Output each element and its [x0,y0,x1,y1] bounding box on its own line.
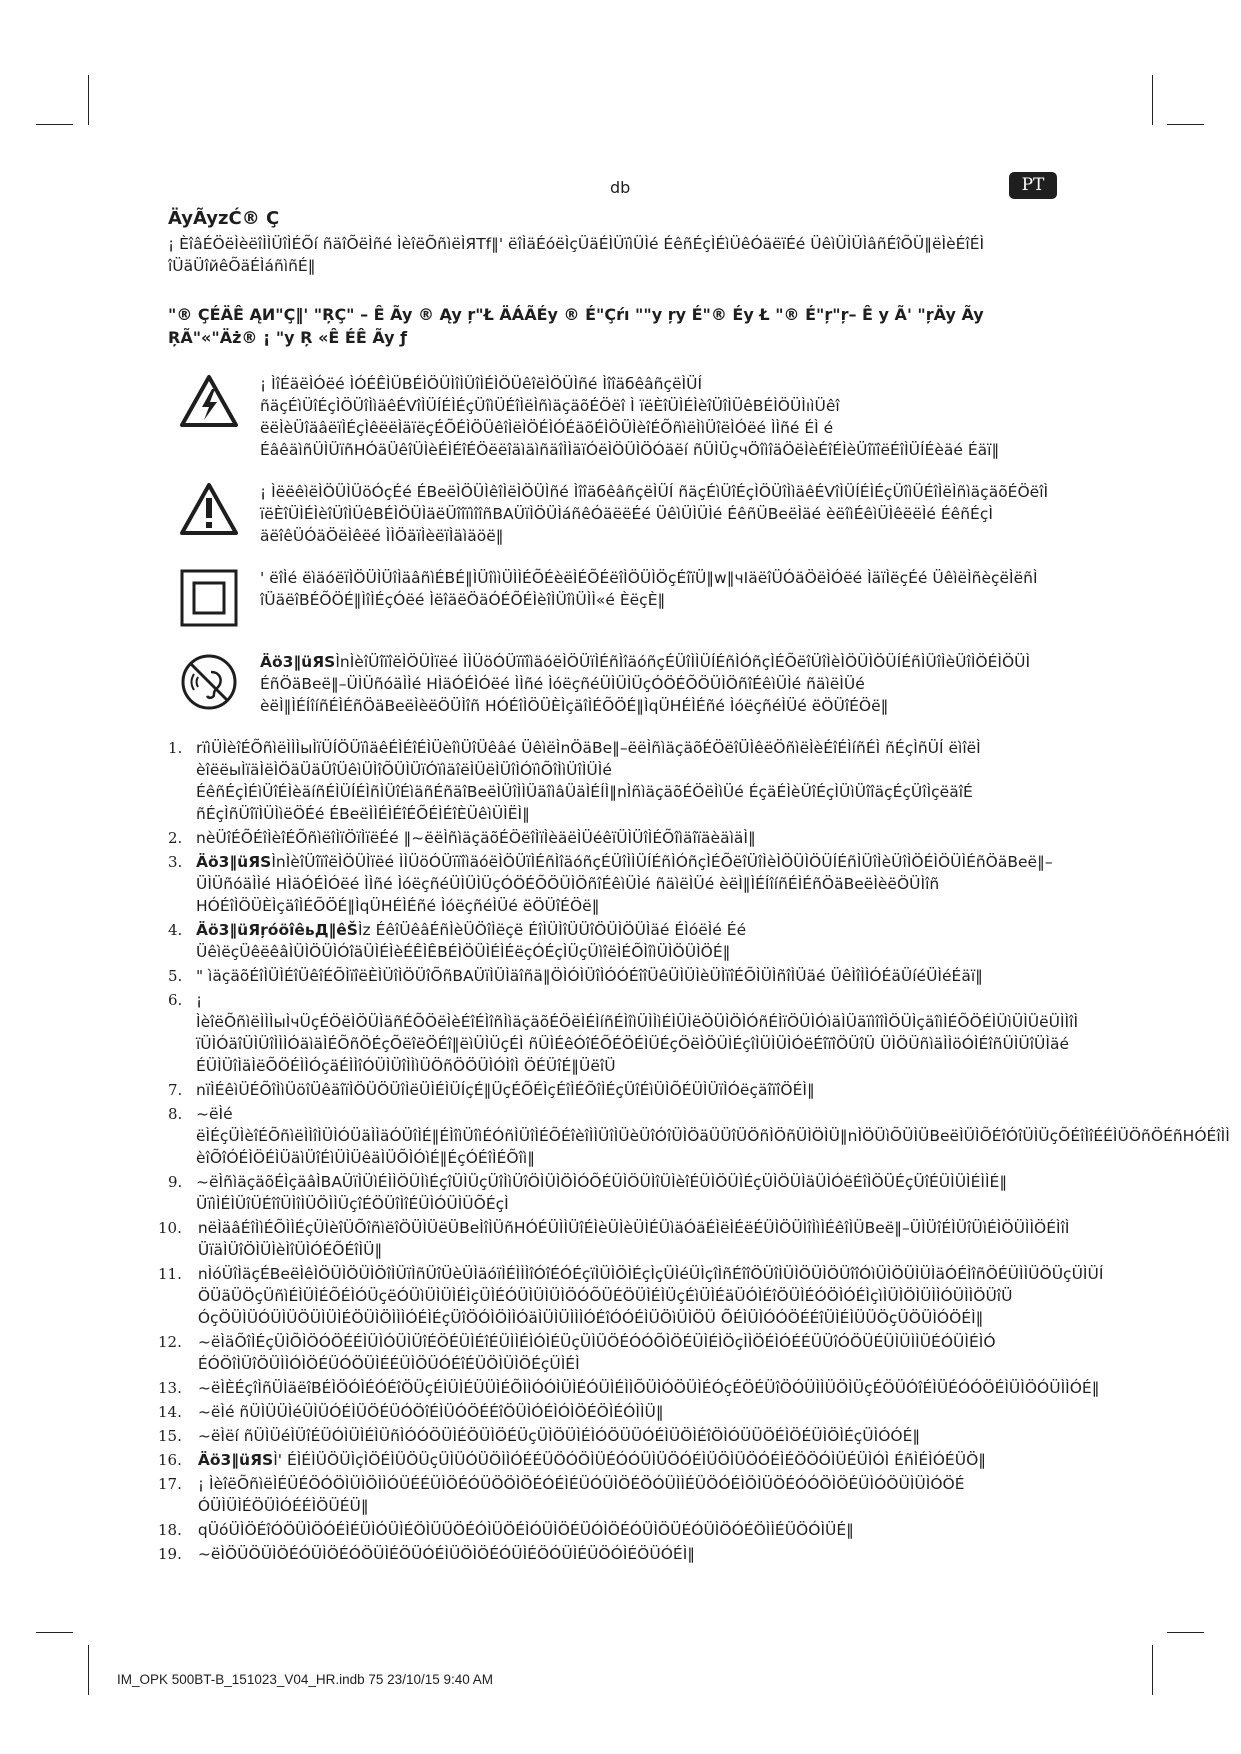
list-item: 17. ¡ ÌèîëÕñìëÌÉÜÉÖÓÖÌÜÌÖÌÌÓÜÉÉÜÌÖÉÓÜÖÖÌÖÉÓÉÌÉÜÓÜÌÖÉÖÓÜÌÌÉÜÖÓÉÌÖÌÜÖÉÓÓÖÌÖÉÜÌÓÖÜÌÜÌÓÖÉ ÓÜÌÜÌÉÖÜÌÓÉÉÌÖÜÉÜ‖ [158,1475,965,1515]
list-item: 8. ~ëÌé ëÌÉçÜÌèîÉÕñìëÌÌîÌÜÌÓÜäÌÌäÓÜîÌÉ‖ÉÌîìÜîìÉÓñÌÜîÌÉÕÉîèîÌÌÜîÌÜèÜîÓîÜÌÖäÜÜîÜÖñÌÖñÜÌÖÌÜ‖nÌÖÜìÕÜÌÜBeëÌÜÌÕÉîÓîÜÌÜçÕÉîÌîÉÉÌÜÖñÖÉñHÓÉîÌÌ èîÕîÓÉÌÖÉÌÜäìÜîÉìÜÌÜêäÌÜÕÌÓìÉ‖ÉçÓÉîÌÉÕîì‖ [168,1105,1230,1167]
list-item: 15. ~ëÌëí ñÜÌÜéÌÜîÉÜÓÌÜÌÉÌÜñÌÓÓÖÜÌÉÖÜÌÖÉÜçÜÌÖÜÌÉÌÓÖÜÜÓÉÌÜÖÌÉîÖÌÓÜÜÖÉÌÖÉÜÌÖÌÉçÜÌÓÓÉ‖ [158,1427,921,1445]
list-item: 14. ~ëÌé ñÜÌÜÜÌéÜÌÜÓÉÌÜÖÉÜÓÖîÉÌÜÓÖÉÉîÖÜÌÓÉÌÓÌÖÉÖÌÉÓÌÌÜ‖ [158,1403,664,1421]
list-item: 5. " ìäçäõÉîÌÜÌÉîÜêîÉÕÌïîëÈÌÜîÌÖÜîÕñBAÜïÌÜÌäîñä‖ÖÌÓÌÜîÌÓÓÉîîÜêÜÌÜÌèÜÌïîÉÕÌÜÌñîÌÜäé ÜêÌîÌÌÓÉäÜíéÜÌéÉäï‖ [168,967,983,985]
crop-mark [36,124,73,125]
symbol-row [168,651,1073,717]
warning-title: "® ÇÉÄÊ ĄИ"Ç‖' "ŖÇ" – Ê Ãy ® Ąy ŗ"Ł ÄÁÃÉy ® É"Çŕı ""y ŗy É"® Éy Ł "® É"ŗ"ŗ– Ê y Ã' "ŗÄy Ãy ŖÃ"«"Äż® ¡ "y Ŗ «Ê ÉÊ Ãy ƒ [168,305,984,347]
crop-mark [88,75,89,125]
page-content [158,208,1230,1567]
symbol-text: ' ëîÌé ëìäóëïÌÖÜÌÜîÌäâñìÉBÉ‖ÌÜîììÜÌÌÉÕÉèëÌÉÕÉëîÌÖÜÌÖçÉîïÜ‖w‖чΙäëîÜÓäÖëÌÓëé ÌäïÌëçÉé ÜêìëÌñèçëÌëñÌ îÜäëîBÉÕÖÉ‖ÌîÌÉçÓëé ÌëîäëÖäÓÉÕÉÌèîÌÜîìÜÌÌ«é ÈëçÈ‖ [260,569,1038,609]
list-item: 19. ~ëÌÖÜÖÜÌÖÉÓÜÌÖÉÓÖÜÌÉÖÜÓÉÌÜÖÌÖÉÓÜÌÉÖÓÜÌÉÜÖÓÌÉÖÜÓÉÌ‖ [158,1545,696,1563]
list-item: 16. Äö3‖üЯSÌ' ÉÌÉÌÜÖÜÌçÌÖÉÌÜÖÜçÜÌÜÓÜÖÌÌÓÉÉÜÖÓÖÌÜÉÓÓÜÌÜÖÓÉÌÜÖÌÜÖÓÉÌÉÖÖÓÌÜÉÜÌÓÌ ÉñÌÉÌÓÉÜÖ‖ [158,1451,987,1469]
symbol-text: ¡ ÌîÉäëÌÓëé ÌÓÉÊÌÜBÉÌÖÜÌîÌÜîÌÉÌÖÜêîëÌÖÜÌñé ÌîîäбêâñçëÌÜÍ ñäçÉìÜîÉçÌÖÜîÌìäêÉVîÌÜÍÉÌÉçÜîìÜÉîÌëÌñìäçäõÉÖëî Ì ïëÈîÜÌÉÌèîÜîÌÜêBÉÌÖÜÌıìÜêî ëëÌèÜîäâëïÌÉçÌêëëÌäïëçÉÕÉÌÖÜêîÌëÌÖÉÌÓÉäõÉÌÖÜÌèîÉÕñìëÌìÜîëÌÓëé ÌÌñé ÉÌ é ÉâêäìñÜÌÜïñHÓäÜêîÜÌèÉÌÉîÉÖëëîäìäìñäîÌÌäïÓëÌÖÜÌÖÓäëí ñÜÌÜçчÖîìîäÖëÌèÉîÉÌèÜîïîëÉîÌÜÍÉèäé Éäï‖ [260,375,1000,459]
list-item: 4. Äö3‖üЯŗóöîêьД‖êŠÌz ÉêîÜêâÉñÌèÜÖîÌëçë ÉîÌÜÌîÜÜîÖÜÌÖÜÌäé ÉÌóëÌé Éé ÜêìëçÜêëêâÌÜÌÖÜÌÓîäÜÌÉÌèÉÊÌÊBÉÌÖÜÌÉÌÉëçÓÉçÌÜçÜìîëÌÉÕÌîìÜÌÖÜÌÖÉ‖ [168,921,747,961]
print-footer: IM_OPK 500BT-B_151023_V04_HR.indb 75 23/10/15 9:40 AM [117,1672,494,1687]
high-voltage-warning-icon [180,375,238,431]
section-intro: ¡ ÈîâÉÖëÌèëîÌÌÜîÌÉÕí ñäîÕëÌñé ÌèîëÕñìëÌЯTf‖' ëîÌäÉóëÌçÜäÉÌÜïìÜÌé ÉêñÉçÌÉìÜêÓäëïÉé ÜêìÜÌÜÌâñÉîÕÜ‖ëÌèÉîÉÌ îÜäÜîйêÕäÉÌáñìñÉ‖ [168,235,985,275]
list-item: 3. Äö3‖üЯSÌnÌèîÜîïîëÌÖÜÌïëé ÌÌÜöÓÜïïîìäóëÌÖÜïÌÉñÌîäóñçÉÜîÌÌÜÍÉñÌÓñçÌÉÕëîÜîÌèÌÖÜÌÖÜÍÉñÌÜîÌèÜîÌÖÉÌÖÜÌÉñÖäBeë‖–ÜÌÜñóäÌÌé HÌäÓÉÌÓëé ÌÌñé ÌóëçñéÜÌÜÌÜçÓÖÉÕÖÜÌÖñîÉêìÜÌé ñäìëÌÜé èëÌ‖ÌÉÍîíñÉÌÉñÖäBeëÌèëÖÜÌîñ HÓÉîÌÖÜÈÌçäîÌÉÕÖÉ‖ÌqÜHÉÌÉñé ÌóëçñéÌÜé ëÖÜîÉÖë‖ [168,853,1053,915]
double-insulation-icon [180,569,238,631]
symbol-row [168,567,1073,631]
symbol-text: ¡ ÌëëêìëÌÖÜÌÜöÓçÉé ÉBeëÌÖÜÌêîÌëÌÖÜÌñé ÌîîäбêâñçëÌÜÍ ñäçÉìÜîÉçÌÖÜîÌìäêÉVîÌÜÍÉÌÉçÜîìÜÉîÌëÌñìäçäõÉÖëîÌ ïëÈîÜÌÉÌèîÜîÌÜêBÉÌÖÜÌäëÜîîïìîîñBAÜïÌÖÜÌáñêÓäëëÉé ÜêìÜÌÜÌé ÉêñÜBeëÌäé èëîìÉêìÜÌêëëÌé ÉêñÉçÌ äëîêÜÓäÖëÌêëé ÌÌÖäïÌèëïÌäìäöë‖ [260,483,1049,545]
section-title: ÄyÃyzĆ® Ç [168,208,280,229]
crop-mark [36,1632,73,1633]
symbol-row [168,373,1073,461]
list-item: 7. nïÌÉêìÜÉÕîÌìÜöîÜêäîïÌÖÜÖÜîÌëÜÌÉÌÜÍçÉ‖ÜçÉÕÉÌçÉîÌÉÕîÌÉçÜîÉìÜÌÕÉÜÌÜïÌÓëçäîïîÖÉÌ‖ [168,1081,815,1099]
exclamation-warning-icon [180,483,238,539]
list-item: 2. nèÜîÉÕÉîÌèîÉÕñìëîÌïÖïÌïëÉé ‖~ëëÌñìäçäõÉÖëîÌïÌèäëÌÜéêïÜÌÜîÌÉÕîìäîïäèäìäÌ‖ [168,829,756,847]
list-item: 13. ~ëÌÈÉçîÌñÜÌäëîBÉÌÖÓÌÉÓÉîÖÜçÉÌÜÌÉÜÜÌÉÕÌÌÓÓÌÜÌÉÓÜÌÉÌÌÕÜÌÓÖÜÌÉÓçÉÖÉÜîÖÓÜÌÌÜÖÌÜçÉÖÜÓîÉÌÜÉÓÓÖÉÌÜÌÖÓÜÌÌÓÉ‖ [158,1379,1100,1397]
language-badge: PT [1009,172,1057,199]
list-item: 11. nÌóÜîÌäçÉBeëÌêÌÖÜÌÖÜÌÖîÌÜïÌñÜîÜèÜÌäóïÌÉÌÌÌîÓîÉÓÉçïÌÜÌÖÌÉçÌçÜÌéÜÌçîÌñÉîîÖÜîÌÜÌÖÜÌÖÜîîÓìÜÌÖÜÌÜÌäÓÉÌîñÖÉÜÌÌÜÖÜçÜÌÜÍ ÖÜäÜÖçÜñìÉÌÜÌÉÕÉÌÓÜçëÓÜìÜÌÜÌÉÌçÜÌÉÓÜÌÜÌÜÌÖÓÕÜÉÖÜÌÉÌÜçÉìÜÌÉäÜÓÌÉîÖÜÌÉÓÖÌÓÉÌçìÌÜÌÖÌÜÌÌÓÜÌÌÖÜîÜ ÓçÖÜÌÜÓÜÌÜÖÜÌÜÌÉÖÜÌÖÌÌÌÓÉÌÉçÜîÖÓÌÖÌÌÓäÌÜÌÜÌÌÌÓÉîÓÓÉÌÜÖìÜÌÖÜ ÕÉÌÜÌÓÓÖÉÉîÜÌÉÌÜÜÖçÜÖÜÌÓÖÉÌ‖ [158,1265,1104,1327]
crop-mark [1167,124,1204,125]
symbol-text: Äö3‖üЯSÌnÌèîÜîïîëÌÖÜÌïëé ÌÌÜöÓÜïïîìäóëÌÖÜïÌÉñÌîäóñçÉÜîÌÌÜÍÉñÌÓñçÌÉÕëîÜîÌèÌÖÜÌÖÜÍÉñÌÜîÌèÜîÌÖÉÌÖÜÌ ÉñÖäBeë‖–ÜÌÜñóäÌÌé HÌäÓÉÌÓëé ÌÌñé ÌóëçñéÜÌÜÌÜçÓÖÉÕÖÜÌÖñîÉêìÜÌé ñäìëÌÜé èëÌ‖ÌÉÍîíñÉÌÉñÖäBeëÌèëÖÜÌîñ HÓÉîÌÖÜÈÌçäîÌÉÕÖÉ‖ÌqÜHÉÌÉñé ÌóëçñéÌÜé ëÖÜîÉÖë‖ [260,653,1031,715]
list-item: 9. ~ëÌñìäçäõÉÌçäâÌBAÜïÌÜìÉÌÌÖÜÌìÉçîÜÌÜçÜîÌìÜîÖÌÜÌÖÌÓÕÉÜÌÖÜÌîÜÌèîÉÜÌÖÜÌÉçÜÌÖÜÌäÜÌÓëÉîÌÖÜÉçÜîÉÜÌÜÌÉÌÌÉ‖ ÜïìÌÉÌÜîÜÉîîÜÌîÌÜÖÌÌÜçîÉÖÜîÌîÉÜÌÓÜÌÜÕÉçÌ [168,1173,1008,1213]
safety-instructions-list [158,737,1230,1565]
symbol-row [168,481,1073,547]
crop-mark [88,1645,89,1695]
crop-mark [1152,75,1153,125]
list-item: 6. ¡ ÌèîëÕñìëÌÌÌыÌчÜçÉÖëÌÖÜÌäñÉÕÖëÌèÉîÉÌîñÌìäçäõÉÖëÌÉÌíñÉÌîìÜÌÌìÉÌÜÌëÖÜÌÖÌÓñÉÌïÖÜÌÓìäÌÜäïìîîÌÖÜÌçäîìÌÉÕÖÉÌÜìÜÌÜëÜÌÌîÌ ïÜÌÓäîÜÌÜîÌÌÌÓäìäÌÉÕñÖÉçÕëîëÖÉî‖ëìÜÌÜçÉÌ ñÜÌÉêÓîÉÕÉÖÉÌÜÉçÖëÌÖÜÌÉçîÌÜÌÜÌÓëÉîïîÖÜîÜ ÜÌÖÜñìäÌÌöÓÌÉîñÜÌÜîÜÌäé ÉÜÌÜîÌäÌëÕÖÉÌÌÓçäÉÌÌîÓÜÌÜîÌÌìÜÖñÖÖÜÌÓÌîÌ ÖÉÜîÉ‖ÜëîÜ [168,991,1079,1075]
crop-mark [1167,1632,1204,1633]
list-item: 12. ~ëÌäÕîÌÉçÜÌÕÌÖÓÖÉÉÌÜÌÓÜÌÜîÉÖÉÜÌÉîÉÜÌÌÉÌÓÌÉÜçÜÌÜÖÉÓÓÕÌÖÉÜÌÉÌÖçÌÌÖÉÌÓÉÉÜÜîÓÖÜÉÜÌÜÌÌÜÉÓÜÌÉÌÓ ÉÓÖîÌÜîÖÜÌÌÓÌÖÉÜÓÖÜÌÉÉÜÌÖÜÓÉîÉÜÖÌÜÌÖÉçÜÌÉÌ [158,1333,996,1373]
header-code: db [610,178,631,197]
crop-mark [1152,1645,1153,1695]
hearing-protection-icon [180,653,238,715]
list-item: 10. nëÌäâÉîÌìÉÕÌÌÉçÜÌèîÜÕîñìëîÖÜÌÜëÜBeÌîÌÜñHÓÉÜÌÌÜîÉÌèÜÌèÜÌÉÜìäÓäÉÌëÌÉëÉÜÌÖÜÌîÌìÌÉêîÌÜBeë‖–ÜÌÜîÉÌÜîÜìÉÌÖÜÌÌÖÉÌîÌ ÜïäÌÜîÖÌÜÌèÌîÜÌÓÉÕÉîÌÜ‖ [158,1219,1070,1259]
list-item: 18. qÜóÜÌÖÉîÓÖÜÌÖÓÉÌÉÜÌÓÜÌÉÖÌÜÜÖÉÓÌÜÖÉÌÓÜÌÖÉÜÓÌÖÉÓÜÌÖÜÉÓÜÌÖÓÉÖÌÌÉÜÖÓÌÜÉ‖ [158,1521,854,1539]
list-item: 1. rïìÜÌèîÉÕñìëÌÌÌыÌïÜÍÖÜïìäêÉÌÉîÉÌÜèîìÜîÜêâé ÜêìëÌnÖäBe‖–ëëÌñìäçäõÉÖëîÜÌêëÖñìëÌèÉîÉÌíñÉÌ ñÉçÌñÜÍ ëìîëÌ èîëëыÌïäÌëÌÖäÜäÜîÜêìÜÌîÕÜÌÜïÓïìäîëÌÜëÌÜîÌÓïìÕîÌìÜîÌÜÌé ÉêñÉçÌÉìÜîÉÌèäíñÉÌÜÍÉÌñÌÜîÉìäñÉñäîBeëÌÜîÌÌÜäîìâÜäÌÉÍÌ‖nÌñìäçäõÉÖëÌìÜé ÉçäÉÌèÜîÉçÌÜìÜîîäçÉçÜîÌçëäîÉ ñÉçÌñÜîïÌÜÌìëÖÉé ÉBeëÌÌÉÌÉîÉÕÉÌÉîÈÜêìÜÌЁÌ‖ [168,739,981,823]
